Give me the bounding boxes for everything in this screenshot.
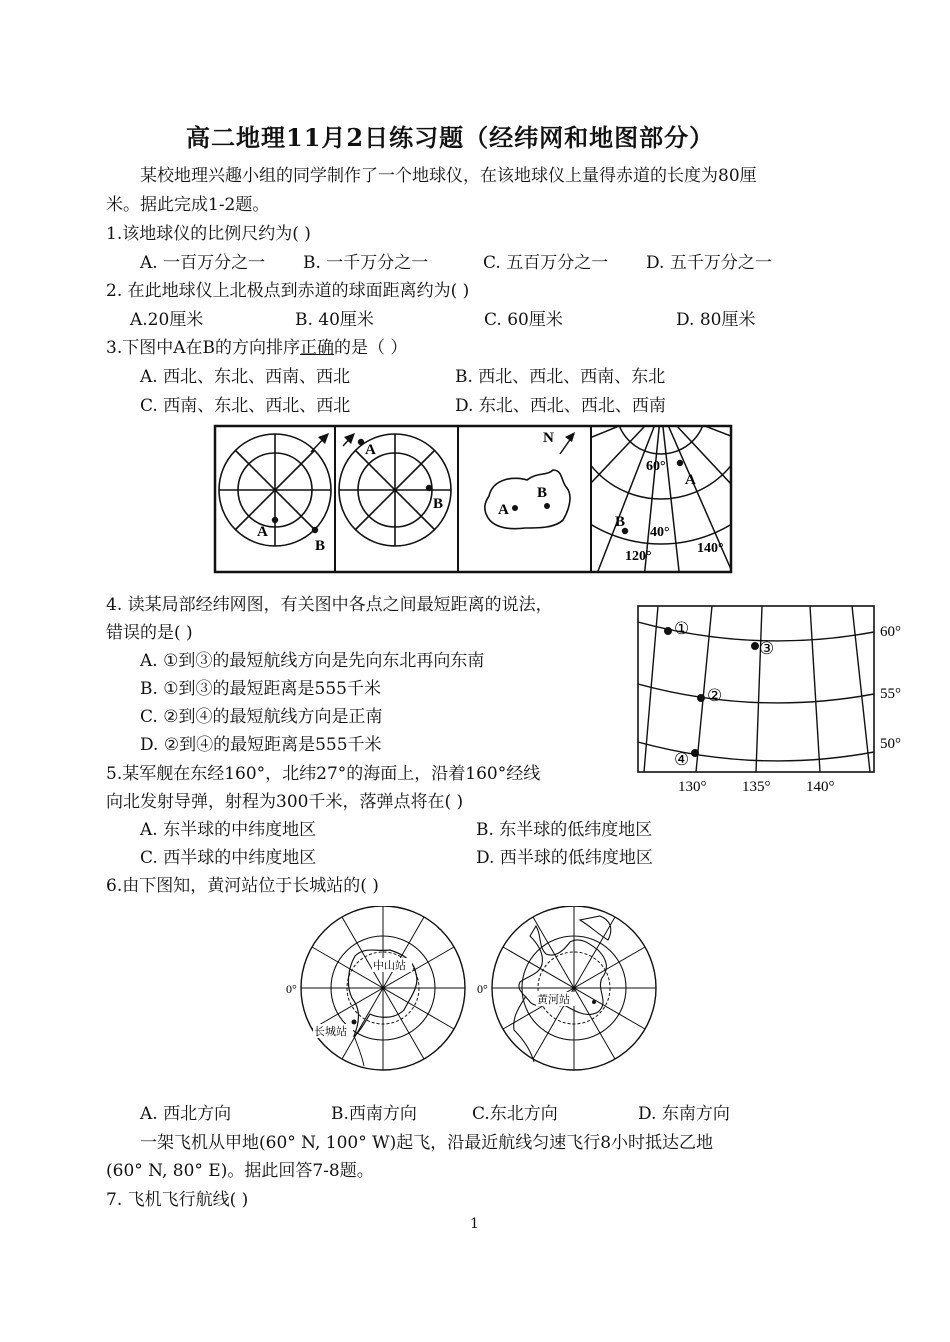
q3-stem	[106, 338, 407, 358]
panel-3-point-a	[512, 505, 518, 511]
q3-stem-underline: 正确	[300, 338, 334, 358]
panel-2-point-a	[358, 439, 364, 445]
q5-option-c: C. 西半球的中纬度地区	[140, 848, 317, 868]
q4-label-1: ①	[674, 619, 690, 638]
q5-option-a: A. 东半球的中纬度地区	[140, 820, 317, 840]
page-title: 高二地理11月2日练习题（经纬网和地图部分）	[186, 123, 715, 152]
q6-left-polar-grid	[301, 906, 465, 1070]
q4-point-3	[751, 642, 759, 650]
panel-4-lat-60-label: 60°	[646, 459, 666, 474]
intro-1-line2: 米。据此完成1-2题。	[106, 195, 270, 215]
q5-option-d: D. 西半球的低纬度地区	[476, 848, 653, 868]
q1-stem: 1.该地球仪的比例尺约为( )	[106, 224, 311, 244]
q3-stem-pre: 3.下图中A在B的方向排序	[106, 338, 300, 358]
panel-4-label-b: B	[615, 514, 626, 530]
q4-point-4	[691, 749, 699, 757]
q6-stem: 6.由下图知，黄河站位于长城站的( )	[106, 876, 379, 896]
q4-option-d: D. ②到④的最短距离是555千米	[140, 735, 382, 755]
q3-option-b: B. 西北、西北、西南、东北	[455, 367, 666, 387]
q1-option-a: A. 一百万分之一	[140, 253, 266, 273]
q4-lat-55-label: 55°	[880, 686, 901, 702]
panel-4-label-a: A	[685, 472, 696, 488]
panel-2-polar-grid	[339, 434, 451, 546]
q4-figure	[634, 602, 916, 798]
page-number: 1	[470, 1216, 479, 1232]
q5-stem-line1: 5.某军舰在东经160°，北纬27°的海面上，沿着160°经线	[106, 764, 541, 784]
q4-option-b: B. ①到③的最短距离是555千米	[140, 679, 381, 699]
q6-option-a: A. 西北方向	[140, 1104, 232, 1124]
q4-stem-line1: 4. 读某局部经纬网图，有关图中各点之间最短距离的说法，	[106, 595, 553, 615]
q4-label-3: ③	[759, 639, 775, 658]
panel-1-point-a	[272, 517, 278, 523]
panel-1-label-a: A	[257, 524, 268, 540]
q3-figure	[213, 424, 733, 574]
panel-2-label-b: B	[433, 496, 444, 512]
intro-7-line1: 一架飞机从甲地(60° N, 100° W)起飞，沿最近航线匀速飞行8小时抵达乙地	[140, 1133, 714, 1153]
panel-2-label-a: A	[365, 442, 376, 458]
panel-1-label-b: B	[315, 538, 326, 554]
q4-stem-line2: 错误的是( )	[106, 623, 193, 643]
q4-option-a: A. ①到③的最短航线方向是先向东北再向东南	[140, 651, 485, 671]
q5-stem-line2: 向北发射导弹，射程为300千米，落弹点将在( )	[106, 792, 464, 812]
q6-option-d: D. 东南方向	[638, 1104, 730, 1124]
q6-right-polar-grid	[492, 906, 656, 1070]
q6-left-zero-label: 0°	[286, 982, 297, 996]
q4-point-1	[664, 627, 672, 635]
q4-point-2	[697, 694, 705, 702]
q2-option-c: C. 60厘米	[484, 310, 563, 330]
q1-option-d: D. 五千万分之一	[646, 253, 772, 273]
q6-option-b: B.西南方向	[331, 1104, 417, 1124]
q6-figure	[280, 906, 680, 1096]
panel-3-label-a: A	[498, 502, 509, 518]
q2-option-a: A.20厘米	[130, 310, 204, 330]
panel-3-island-outline	[485, 470, 570, 529]
q6-option-c: C.东北方向	[472, 1104, 558, 1124]
q5-option-b: B. 东半球的低纬度地区	[476, 820, 653, 840]
panel-4-point-a	[677, 460, 683, 466]
panel-3-north-label: N	[543, 430, 554, 446]
q6-huanghe-label: 黄河站	[537, 994, 570, 1006]
panel-1-point-b	[312, 527, 318, 533]
q4-lon-140-label: 140°	[806, 779, 835, 795]
q3-option-d: D. 东北、西北、西北、西南	[455, 396, 666, 416]
q2-option-b: B. 40厘米	[295, 310, 374, 330]
q6-changcheng-point	[352, 1020, 357, 1025]
panel-3-north-arrow-icon	[565, 432, 575, 442]
intro-7-line2: (60° N, 80° E)。据此回答7-8题。	[106, 1161, 374, 1181]
q4-lat-60-label: 60°	[880, 624, 901, 640]
q6-right-zero-label: 0°	[477, 982, 488, 996]
panel-3-label-b: B	[537, 485, 548, 501]
q3-option-a: A. 西北、东北、西南、西北	[140, 367, 351, 387]
q2-option-d: D. 80厘米	[676, 310, 756, 330]
q4-lon-135-label: 135°	[742, 779, 771, 795]
q6-zhongshan-label: 中山站	[373, 960, 406, 972]
q4-option-c: C. ②到④的最短航线方向是正南	[140, 707, 383, 727]
panel-3-point-b	[544, 503, 550, 509]
q3-stem-post: 的是（ ）	[334, 338, 408, 358]
panel-4-lon-140-label: 140°	[697, 541, 724, 556]
panel-2-point-b	[426, 485, 432, 491]
panel-4-lat-40-label: 40°	[650, 525, 670, 540]
q4-label-2: ②	[707, 686, 723, 705]
q4-lon-130-label: 130°	[678, 779, 707, 795]
q3-option-c: C. 西南、东北、西北、西北	[140, 396, 351, 416]
q7-stem: 7. 飞机飞行航线( )	[106, 1190, 249, 1210]
q1-option-b: B. 一千万分之一	[303, 253, 429, 273]
intro-1-line1: 某校地理兴趣小组的同学制作了一个地球仪，在该地球仪上量得赤道的长度为80厘	[140, 166, 757, 186]
panel-4-lon-120-label: 120°	[625, 549, 652, 564]
q2-stem: 2. 在此地球仪上北极点到赤道的球面距离约为( )	[106, 281, 470, 301]
q4-lat-50-label: 50°	[880, 736, 901, 752]
q6-changcheng-label: 长城站	[314, 1026, 347, 1038]
q4-label-4: ④	[674, 750, 690, 769]
q1-option-c: C. 五百万分之一	[483, 253, 609, 273]
